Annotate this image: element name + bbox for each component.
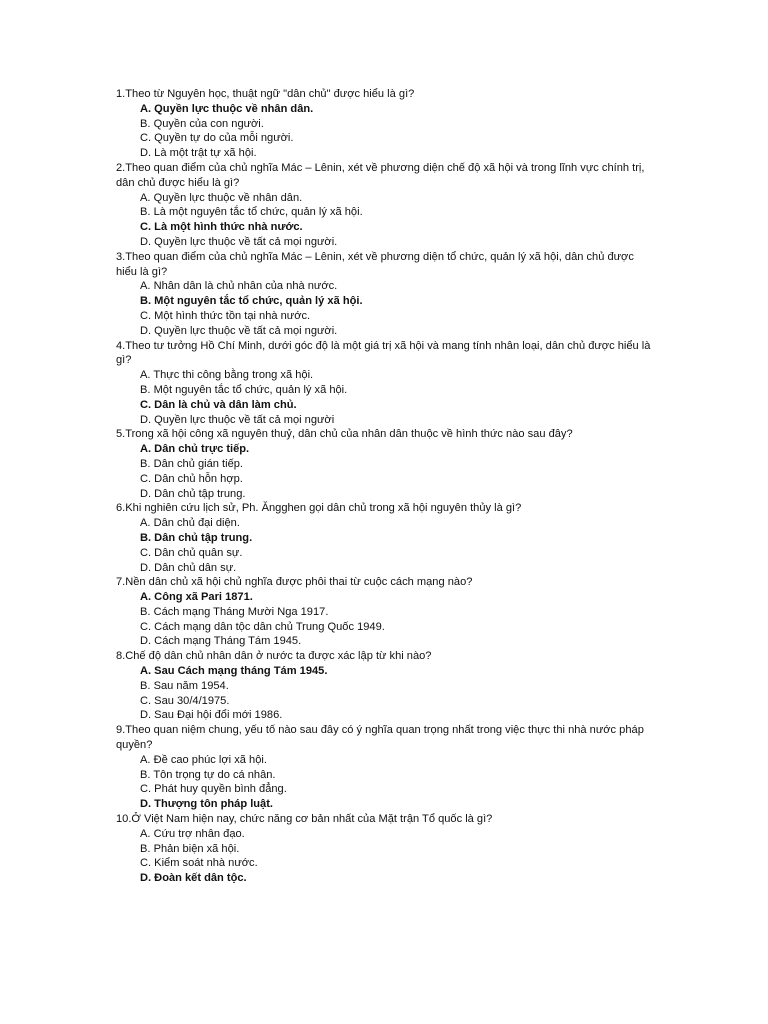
answer-option: C. Dân chủ quân sự.: [140, 546, 243, 559]
answer-option: C. Quyền tự do của mỗi người.: [140, 132, 294, 145]
answer-option: B. Một nguyên tắc tổ chức, quản lý xã hội.: [140, 383, 348, 396]
question-text: 8.Chế độ dân chủ nhân dân ở nước ta được xác lập từ khi nào?: [116, 650, 432, 663]
answer-option: A. Cứu trợ nhân đạo.: [140, 827, 245, 840]
answer-option: A. Quyền lực thuộc về nhân dân.: [140, 191, 303, 204]
answer-option: B. Cách mạng Tháng Mười Nga 1917.: [140, 605, 329, 618]
answer-options: [116, 279, 656, 338]
answer-options: [116, 102, 656, 161]
answer-option: C. Một hình thức tồn tại nhà nước.: [140, 309, 311, 322]
answer-options: [116, 191, 656, 250]
question-10: [116, 812, 656, 886]
question-text: 5.Trong xã hội công xã nguyên thuỷ, dân chủ của nhân dân thuộc về hình thức nào sau đây?: [116, 428, 573, 441]
answer-option: C. Phát huy quyền bình đẳng.: [140, 783, 287, 796]
answer-option: C. Sau 30/4/1975.: [140, 694, 230, 707]
answer-options: [116, 827, 656, 886]
question-text: 1.Theo từ Nguyên học, thuật ngữ "dân chủ" được hiểu là gì?: [116, 88, 415, 100]
answer-options: [116, 753, 656, 812]
question-1: [116, 87, 656, 161]
question-text: 3.Theo quan điểm của chủ nghĩa Mác – Lênin, xét về phương diện tổ chức, quản lý xã hội, dân chủ được hiểu là gì?: [116, 250, 634, 278]
answer-option: D. Sau Đại hội đổi mới 1986.: [140, 709, 283, 722]
answer-option: D. Dân chủ tập trung.: [140, 487, 246, 500]
answer-option: B. Phản biện xã hội.: [140, 842, 240, 855]
answer-option: C. Cách mạng dân tộc dân chủ Trung Quốc 1949.: [140, 620, 385, 633]
answer-option-correct: C. Dân là chủ và dân làm chủ.: [140, 398, 297, 411]
answer-option: D. Quyền lực thuộc về tất cả mọi người.: [140, 235, 338, 248]
question-6: [116, 501, 656, 575]
answer-option-correct: B. Một nguyên tắc tổ chức, quản lý xã hội.: [140, 295, 363, 308]
question-7: [116, 575, 656, 649]
question-text: 2.Theo quan điểm của chủ nghĩa Mác – Lênin, xét về phương diện chế độ xã hội và trong lĩnh vực chính trị, dân chủ được hiểu là gì?: [116, 161, 645, 189]
answer-option-correct: B. Dân chủ tập trung.: [140, 531, 253, 544]
answer-option: B. Sau năm 1954.: [140, 679, 229, 692]
question-text: 10.Ở Việt Nam hiện nay, chức năng cơ bản nhất của Mặt trận Tổ quốc là gì?: [116, 813, 493, 826]
answer-option: B. Quyền của con người.: [140, 117, 264, 130]
answer-option: C. Dân chủ hỗn hợp.: [140, 472, 243, 485]
answer-option: A. Đề cao phúc lợi xã hội.: [140, 753, 267, 766]
answer-option-correct: C. Là một hình thức nhà nước.: [140, 221, 303, 234]
answer-option: B. Tôn trọng tự do cá nhân.: [140, 768, 276, 781]
question-8: [116, 649, 656, 723]
question-3: [116, 250, 656, 339]
answer-option-correct: A. Sau Cách mạng tháng Tám 1945.: [140, 665, 328, 678]
answer-option-correct: A. Công xã Pari 1871.: [140, 591, 253, 604]
answer-option: D. Quyền lực thuộc về tất cả mọi người.: [140, 324, 338, 337]
answer-option: D. Cách mạng Tháng Tám 1945.: [140, 635, 302, 648]
answer-option: B. Là một nguyên tắc tổ chức, quản lý xã hội.: [140, 206, 363, 219]
answer-options: [116, 516, 656, 575]
answer-option: B. Dân chủ gián tiếp.: [140, 457, 243, 470]
answer-options: [116, 664, 656, 723]
question-text: 4.Theo tư tưởng Hồ Chí Minh, dưới góc độ là một giá trị xã hội và mang tính nhân loại, dân chủ được hiểu là gì?: [116, 339, 651, 367]
answer-options: [116, 368, 656, 427]
answer-option-correct: A. Dân chủ trực tiếp.: [140, 443, 250, 456]
question-2: [116, 161, 656, 250]
answer-option-correct: D. Đoàn kết dân tộc.: [140, 872, 247, 885]
answer-option-correct: D. Thượng tôn pháp luật.: [140, 798, 274, 811]
answer-options: [116, 590, 656, 649]
answer-option: C. Kiểm soát nhà nước.: [140, 857, 258, 870]
answer-options: [116, 442, 656, 501]
answer-option: A. Nhân dân là chủ nhân của nhà nước.: [140, 280, 338, 293]
question-text: 7.Nền dân chủ xã hội chủ nghĩa được phôi thai từ cuộc cách mạng nào?: [116, 576, 473, 589]
answer-option: A. Thực thi công bằng trong xã hội.: [140, 369, 314, 382]
answer-option-correct: A. Quyền lực thuộc về nhân dân.: [140, 102, 314, 115]
question-text: 6.Khi nghiên cứu lịch sử, Ph. Ăngghen gọi dân chủ trong xã hội nguyên thủy là gì?: [116, 502, 522, 515]
answer-option: A. Dân chủ đại diện.: [140, 517, 240, 530]
quiz-content: [116, 87, 656, 886]
answer-option: D. Là một trật tự xã hội.: [140, 147, 257, 160]
question-4: [116, 339, 656, 428]
question-5: [116, 427, 656, 501]
answer-option: D. Quyền lực thuộc về tất cả mọi người: [140, 413, 335, 426]
answer-option: D. Dân chủ dân sự.: [140, 561, 237, 574]
question-text: 9.Theo quan niệm chung, yếu tố nào sau đây có ý nghĩa quan trọng nhất trong việc thực thi nhà nước pháp quyền?: [116, 724, 644, 752]
question-9: [116, 723, 656, 812]
